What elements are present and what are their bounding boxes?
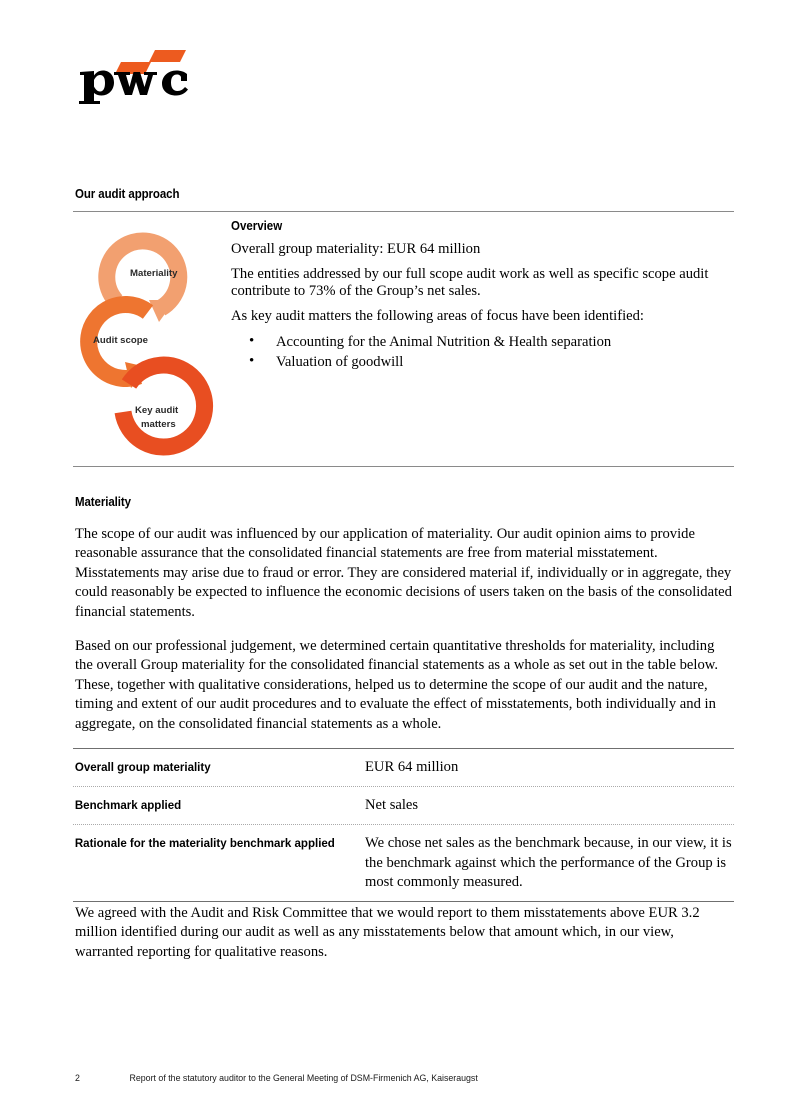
list-item: • Accounting for the Animal Nutrition & Health separation — [231, 332, 734, 352]
pwc-logo-svg — [75, 44, 195, 106]
audit-approach-cycle-diagram — [73, 216, 223, 461]
overview-title: Overview — [231, 219, 283, 233]
table-cell-label: Overall group materiality — [74, 760, 211, 774]
overview-materiality-line: Overall group materiality: EUR 64 million — [231, 241, 481, 257]
table-border-bottom — [73, 901, 734, 902]
table-cell-value: We chose net sales as the benchmark because, in our view, it is the benchmark against which the performance of the Group is most commonly measured. — [365, 835, 732, 890]
materiality-paragraph-2: Based on our professional judgement, we determined certain quantitative thresholds for materiality, including the overall Group materiality for the consolidated financial statements as a whole as set out in the table below. These, together with qualitative considerations, helped us to determine the scope of our audit and the nature, timing and extent of our audit procedures and to evaluate the effect of misstatements, both individually and in aggregate, on the consolidated financial statements as a whole. — [75, 638, 719, 732]
materiality-table — [73, 748, 734, 902]
table-cell-label: Benchmark applied — [74, 798, 182, 813]
materiality-paragraph-2-wrap — [75, 637, 734, 747]
overview-kam-list — [231, 332, 734, 372]
table-row — [73, 787, 734, 824]
diagram-label-key-audit-matters-line2: matters — [141, 419, 176, 430]
section-heading-materiality: Materiality — [75, 495, 131, 509]
overview-scope-paragraph: The entities addressed by our full scope audit work as well as specific scope audit contribute to 73% of the Group’s net sales. — [231, 265, 709, 299]
table-cell-label: Rationale for the materiality benchmark applied — [74, 836, 335, 851]
diagram-label-key-audit-matters-line1: Key audit — [135, 405, 179, 416]
list-item: • Valuation of goodwill — [231, 352, 734, 372]
table-row — [73, 749, 734, 786]
table-cell-value: Net sales — [365, 797, 419, 814]
table-row — [73, 825, 734, 901]
footer-text: Report of the statutory auditor to the General Meeting of DSM-Firmenich AG, Kaiseraugst — [129, 1072, 478, 1083]
overview-block — [231, 219, 734, 372]
pwc-logo — [75, 44, 195, 106]
pwc-logo-mark — [115, 50, 186, 74]
overview-kam-intro: As key audit matters the following areas of focus have been identified: — [231, 307, 644, 324]
diagram-label-audit-scope: Audit scope — [93, 335, 148, 346]
cycle-diagram-svg — [73, 216, 223, 461]
footer-page-number: 2 — [75, 1072, 80, 1083]
section-heading-audit-approach: Our audit approach — [75, 187, 180, 201]
table-cell-value: EUR 64 million — [365, 759, 459, 775]
closing-paragraph: We agreed with the Audit and Risk Committee that we would report to them misstatements above EUR 3.2 million identified during our audit as well as any misstatements below that amount which, in our view, warranted reporting for qualitative reasons. — [75, 905, 700, 960]
materiality-paragraph-1: The scope of our audit was influenced by our application of materiality. Our audit opinion aims to provide reasonable assurance that the consolidated financial statements are free from material misstatement. Misstatements may arise due to fraud or error. They are considered material if, individually or in aggregate, they could reasonably be expected to influence the economic decisions of users taken on the basis of the consolidated financial statements. — [75, 526, 732, 620]
closing-paragraph-wrap — [75, 904, 734, 975]
diagram-label-materiality: Materiality — [130, 268, 178, 279]
materiality-paragraph-1-wrap — [75, 525, 734, 635]
divider-bottom — [73, 466, 734, 467]
pwc-wordmark — [79, 71, 188, 105]
divider-top — [73, 211, 734, 212]
